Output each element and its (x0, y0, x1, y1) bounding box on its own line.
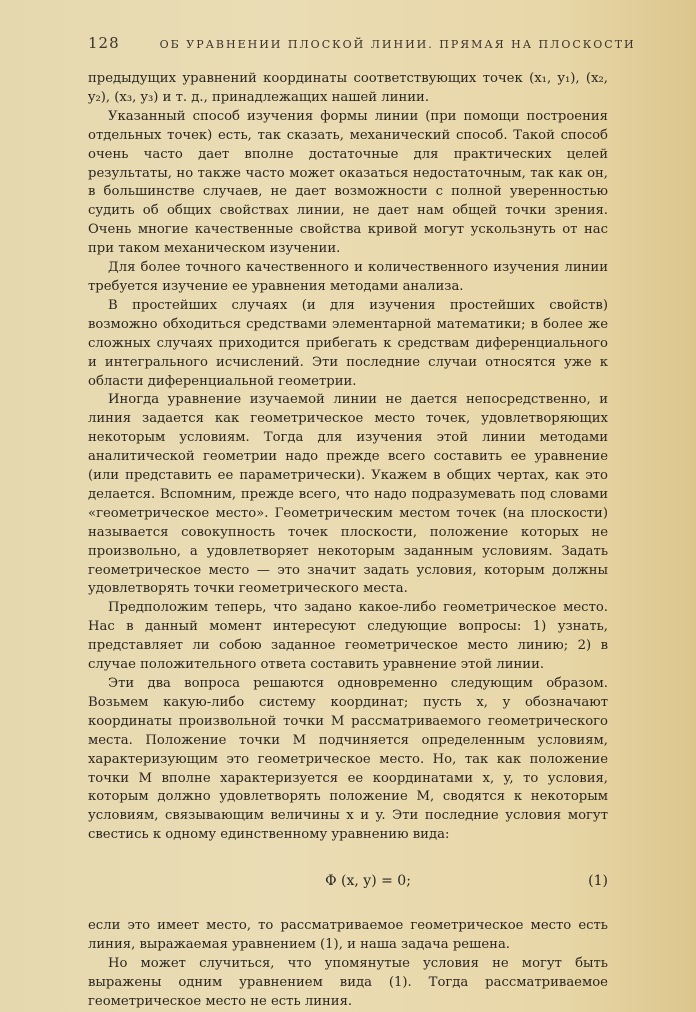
paragraph: Для более точного качественного и количественного изучения линии требуется изучение ее уравнения методами анализа. (88, 260, 608, 294)
equation-block (88, 867, 608, 895)
equation: Φ (x, y) = 0; (325, 872, 411, 889)
body-text (88, 70, 608, 1012)
equation-number: (1) (588, 872, 608, 889)
paragraph: если это имеет место, то рассматриваемое геометрическое место есть линия, выражаемая уравнением (1), и наша задача решена. (88, 918, 608, 953)
paragraph: Но может случиться, что упомянутые условия не могут быть выражены одним уравнением вида (1). Тогда рассматриваемое геометрическое место не есть линия. (88, 955, 608, 1009)
paragraph: В простейших случаях (и для изучения простейших свойств) возможно обходиться средствами элементарной математики; в более же сложных случаях приходится прибегать к средствам диференциального и интегрального исчислений. Эти последние случаи относятся уже к области диференциальной геометрии. (88, 297, 608, 389)
paragraph: предыдущих уравнений координаты соответствующих точек (x₁, y₁), (x₂, y₂), (x₃, y₃) и т. д., принадлежащих нашей линии. (88, 71, 608, 105)
page-header (88, 34, 636, 52)
page-number: 128 (88, 34, 120, 52)
paragraph: Иногда уравнение изучаемой линии не дается непосредственно, и линия задается как геометрическое место точек, удовлетворяющих некоторым условиям. Тогда для изучения этой линии методами аналитической геометрии надо прежде всего составить ее уравнение (или представить ее параметрически). Укажем в общих чертах, как это делается. Вспомним, прежде всего, что надо подразумевать под словами «геометрическое место». Геометрическим местом точек (на плоскости) называется совокупность точек плоскости, положение которых не произвольно, а удовлетворяет некоторым заданным условиям. Задать геометрическое место — это значит задать условия, которым должны удовлетворять точки геометрического места. (88, 392, 608, 597)
paragraph: Эти два вопроса решаются одновременно следующим образом. Возьмем какую-либо систему координат; пусть x, y обозначают координаты произвольной точки M рассматриваемого геометрического места. Положение точки M подчиняется определенным условиям, характеризующим это геометрическое место. Но, так как положение точки M вполне характеризуется ее координатами x, y, то условия, которым должно удовлетворять положение M, сводятся к некоторым условиям, связывающим величины x и y. Эти последние условия могут свестись к одному единственному уравнению вида: (88, 676, 608, 843)
paragraph: Предположим теперь, что задано какое-либо геометрическое место. Нас в данный момент интересуют следующие вопросы: 1) узнать, представляет ли собою заданное геометрическое место линию; 2) в случае положительного ответа составить уравнение этой линии. (88, 600, 608, 673)
running-title: ОБ УРАВНЕНИИ ПЛОСКОЙ ЛИНИИ. ПРЯМАЯ НА ПЛОСКОСТИ (159, 38, 636, 51)
paragraph: Указанный способ изучения формы линии (при помощи построения отдельных точек) есть, так сказать, механический способ. Такой способ очень часто дает вполне достаточные для практических целей результаты, но также часто может оказаться недостаточным, так как он, в большинстве случаев, не дает возможности с полной уверенностью судить об общих свойствах линии, не дает нам общей точки зрения. Очень многие качественные свойства кривой могут ускользнуть от нас при таком механическом изучении. (88, 108, 608, 257)
